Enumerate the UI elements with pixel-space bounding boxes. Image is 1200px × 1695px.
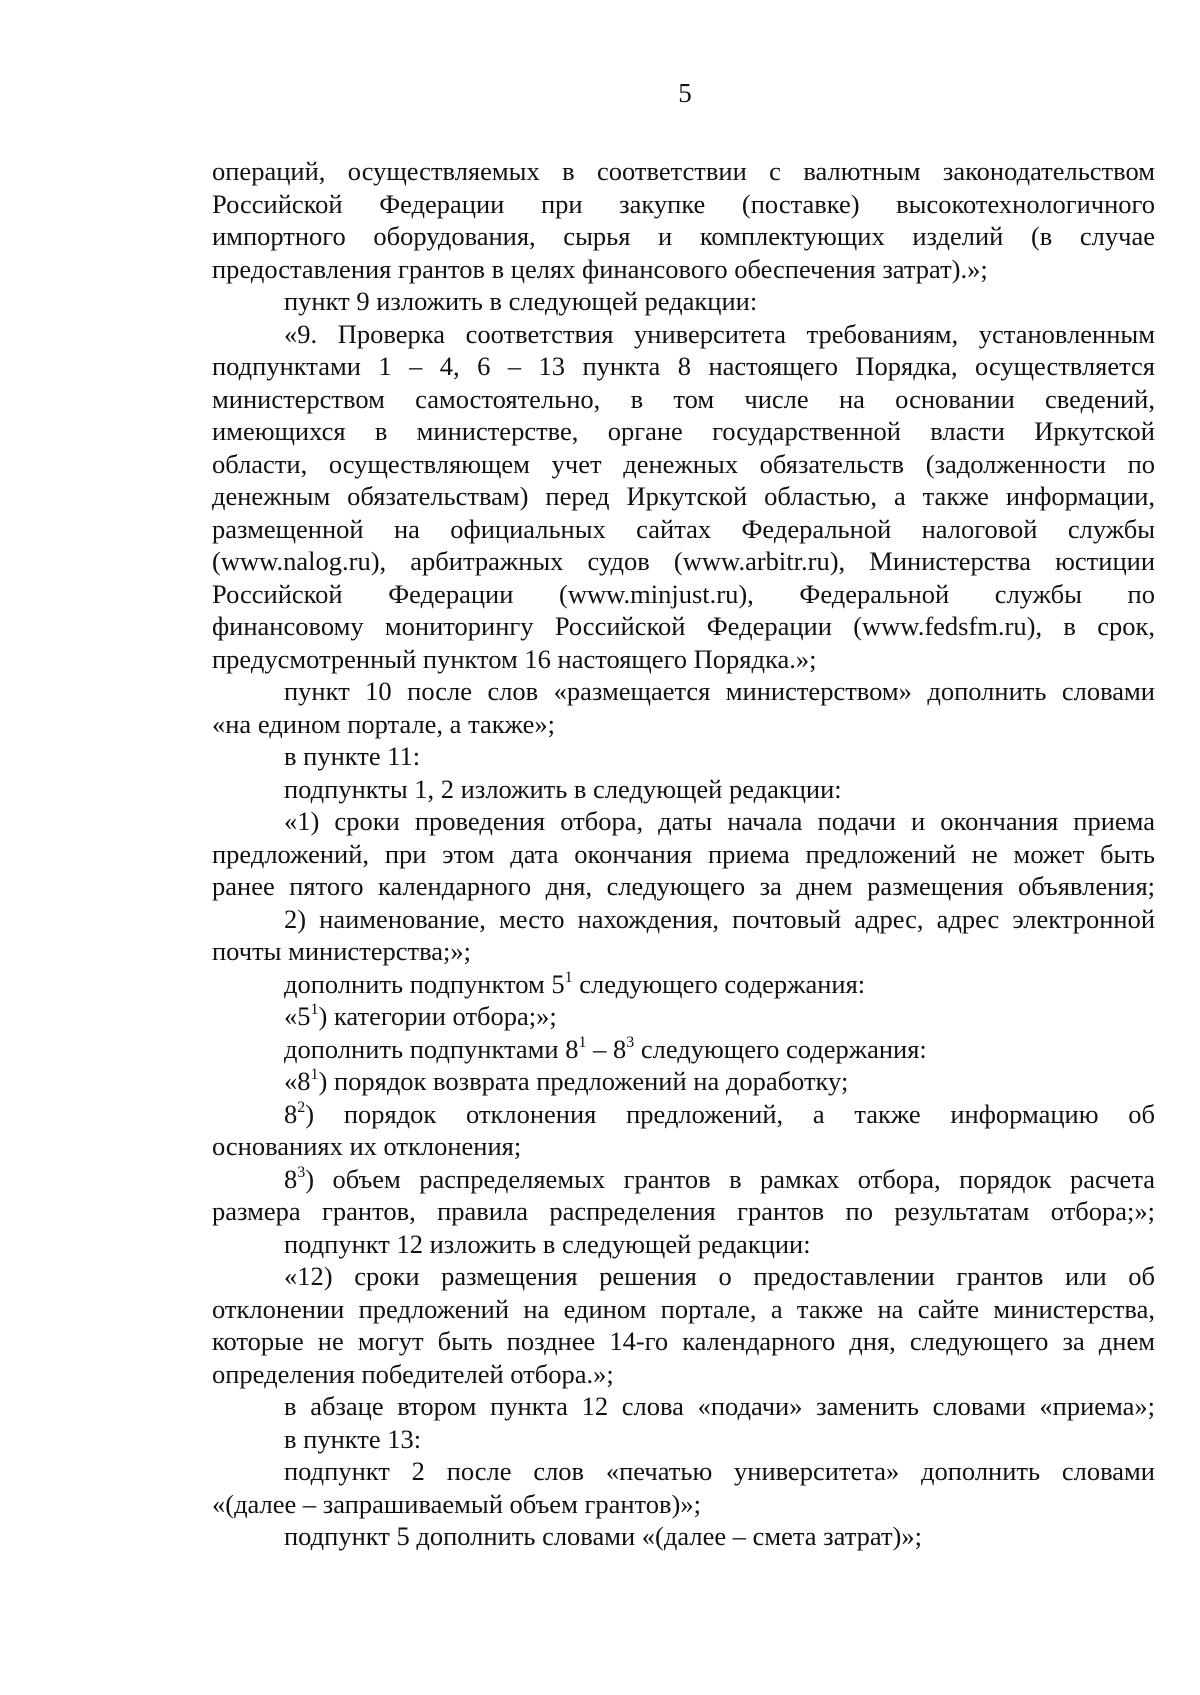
text-segment: в пункте 11: bbox=[284, 741, 421, 771]
text-line bbox=[212, 903, 1155, 936]
text-segment: подпунктами 1 – 4, 6 – 13 пункта 8 настоящего Порядка, осуществляется bbox=[212, 351, 1155, 381]
text-line bbox=[212, 1098, 1155, 1131]
superscript: 1 bbox=[310, 1001, 319, 1018]
superscript: 2 bbox=[297, 1098, 306, 1116]
text-line bbox=[212, 545, 1155, 578]
text-segment: которые не могут быть позднее 14-го календарного дня, следующего за днем bbox=[212, 1326, 1155, 1356]
text-segment: в пункте 13: bbox=[284, 1423, 422, 1454]
text-line bbox=[212, 1325, 1155, 1358]
text-line bbox=[212, 773, 1155, 806]
text-line bbox=[212, 350, 1155, 383]
text-line bbox=[212, 708, 1155, 741]
text-line bbox=[212, 1033, 1155, 1066]
text-line bbox=[212, 1358, 1155, 1391]
text-line bbox=[212, 870, 1155, 903]
text-segment: 8 bbox=[284, 1163, 298, 1194]
text-segment: имеющихся в министерстве, органе государственной власти Иркутской bbox=[212, 416, 1155, 446]
text-line bbox=[212, 253, 1155, 286]
text-line bbox=[212, 1163, 1155, 1196]
text-line bbox=[212, 318, 1155, 351]
text-line bbox=[212, 480, 1155, 513]
text-segment: дополнить подпунктом 5 bbox=[284, 968, 565, 999]
text-line bbox=[212, 448, 1155, 481]
text-line bbox=[212, 838, 1155, 871]
text-segment: «12) сроки размещения решения о предоставлении грантов или об bbox=[284, 1261, 1155, 1291]
text-line bbox=[212, 935, 1155, 968]
text-segment: «5 bbox=[284, 1001, 311, 1031]
text-line bbox=[212, 1195, 1155, 1228]
text-segment: почты министерства;»; bbox=[212, 936, 471, 966]
text-segment: пункт 9 изложить в следующей редакции: bbox=[284, 286, 758, 316]
text-segment: подпункт 12 изложить в следующей редакции: bbox=[284, 1228, 811, 1259]
text-line bbox=[212, 1390, 1155, 1423]
text-line bbox=[212, 220, 1155, 253]
text-segment: предложений, при этом дата окончания приема предложений не может быть bbox=[212, 838, 1155, 869]
text-segment: Российской Федерации при закупке (поставке) высокотехнологичного bbox=[212, 188, 1155, 219]
text-line bbox=[212, 415, 1155, 448]
text-segment: 2) наименование, место нахождения, почтовый адрес, адрес электронной bbox=[284, 903, 1155, 934]
text-segment: основаниях их отклонения; bbox=[212, 1131, 522, 1161]
superscript: 1 bbox=[310, 1066, 319, 1083]
text-line bbox=[212, 285, 1155, 318]
text-segment: «9. Проверка соответствия университета требованиям, установленным bbox=[284, 318, 1155, 349]
text-line bbox=[212, 155, 1155, 188]
text-line bbox=[212, 740, 1155, 773]
text-line bbox=[212, 1228, 1155, 1261]
superscript: 1 bbox=[564, 968, 573, 986]
text-segment: размера грантов, правила распределения грантов по результатам отбора;»; bbox=[212, 1196, 1155, 1226]
text-line bbox=[212, 1000, 1155, 1033]
superscript: 1 bbox=[578, 1033, 587, 1051]
text-segment: ранее пятого календарного дня, следующего за днем размещения объявления; bbox=[212, 871, 1155, 901]
text-segment: – 8 bbox=[586, 1033, 627, 1064]
text-segment: финансовому мониторингу Российской Федерации (www.fedsfm.ru), в срок, bbox=[212, 611, 1155, 641]
text-line bbox=[212, 1065, 1155, 1098]
text-line bbox=[212, 578, 1155, 611]
text-segment: подпункты 1, 2 изложить в следующей редакции: bbox=[284, 773, 842, 804]
text-segment: ) порядок отклонения предложений, а также информацию об bbox=[305, 1098, 1155, 1129]
document-body bbox=[212, 155, 1155, 1553]
text-line bbox=[212, 805, 1155, 838]
superscript: 3 bbox=[297, 1163, 306, 1181]
text-segment: определения победителей отбора.»; bbox=[212, 1358, 614, 1389]
text-line bbox=[212, 1293, 1155, 1326]
text-segment: размещенной на официальных сайтах Федеральной налоговой службы bbox=[212, 513, 1155, 544]
text-line bbox=[212, 1423, 1155, 1456]
text-segment: подпункт 5 дополнить словами «(далее – смета затрат)»; bbox=[284, 1521, 922, 1551]
text-segment: ) порядок возврата предложений на доработку; bbox=[318, 1066, 849, 1096]
text-segment: операций, осуществляемых в соответствии с валютным законодательством bbox=[212, 156, 1155, 186]
text-segment: следующего содержания: bbox=[572, 968, 866, 999]
text-segment: (www.nalog.ru), арбитражных судов (www.arbitr.ru), Министерства юстиции bbox=[212, 546, 1155, 576]
text-segment: отклонении предложений на едином портале, а также на сайте министерства, bbox=[212, 1293, 1155, 1324]
text-segment: Российской Федерации (www.minjust.ru), Федеральной службы по bbox=[212, 578, 1155, 609]
text-segment: «(далее – запрашиваемый объем грантов)»; bbox=[212, 1488, 701, 1519]
page-number: 5 bbox=[678, 78, 692, 108]
text-segment: следующего содержания: bbox=[634, 1033, 927, 1064]
text-line bbox=[212, 1260, 1155, 1293]
text-line bbox=[212, 1520, 1155, 1553]
text-line bbox=[212, 675, 1155, 708]
text-segment: дополнить подпунктами 8 bbox=[284, 1033, 579, 1064]
text-line bbox=[212, 383, 1155, 416]
text-segment: министерством самостоятельно, в том числе на основании сведений, bbox=[212, 383, 1155, 414]
text-line bbox=[212, 1130, 1155, 1163]
text-segment: денежным обязательствам) перед Иркутской областью, а также информации, bbox=[212, 481, 1155, 511]
text-line bbox=[212, 1488, 1155, 1521]
text-line bbox=[212, 1455, 1155, 1488]
text-line bbox=[212, 513, 1155, 546]
text-segment: «1) сроки проведения отбора, даты начала подачи и окончания приема bbox=[284, 806, 1155, 836]
text-segment: пункт 10 после слов «размещается министерством» дополнить словами bbox=[284, 676, 1155, 706]
superscript: 3 bbox=[626, 1033, 635, 1051]
text-segment: 8 bbox=[284, 1098, 298, 1129]
text-segment: ) категории отбора;»; bbox=[318, 1001, 557, 1031]
text-segment: подпункт 2 после слов «печатью университета» дополнить словами bbox=[284, 1456, 1155, 1486]
text-segment: предусмотренный пунктом 16 настоящего Порядка.»; bbox=[212, 643, 817, 674]
text-line bbox=[212, 188, 1155, 221]
text-line bbox=[212, 610, 1155, 643]
text-segment: в абзаце втором пункта 12 слова «подачи» заменить словами «приема»; bbox=[284, 1391, 1155, 1421]
text-segment: ) объем распределяемых грантов в рамках отбора, порядок расчета bbox=[305, 1163, 1155, 1194]
text-segment: импортного оборудования, сырья и комплектующих изделий (в случае bbox=[212, 221, 1155, 251]
text-segment: области, осуществляющем учет денежных обязательств (задолженности по bbox=[212, 448, 1155, 479]
text-line bbox=[212, 643, 1155, 676]
text-line bbox=[212, 968, 1155, 1001]
text-segment: «на едином портале, а также»; bbox=[212, 708, 555, 739]
text-segment: предоставления грантов в целях финансового обеспечения затрат).»; bbox=[212, 253, 988, 284]
text-segment: «8 bbox=[284, 1066, 311, 1096]
